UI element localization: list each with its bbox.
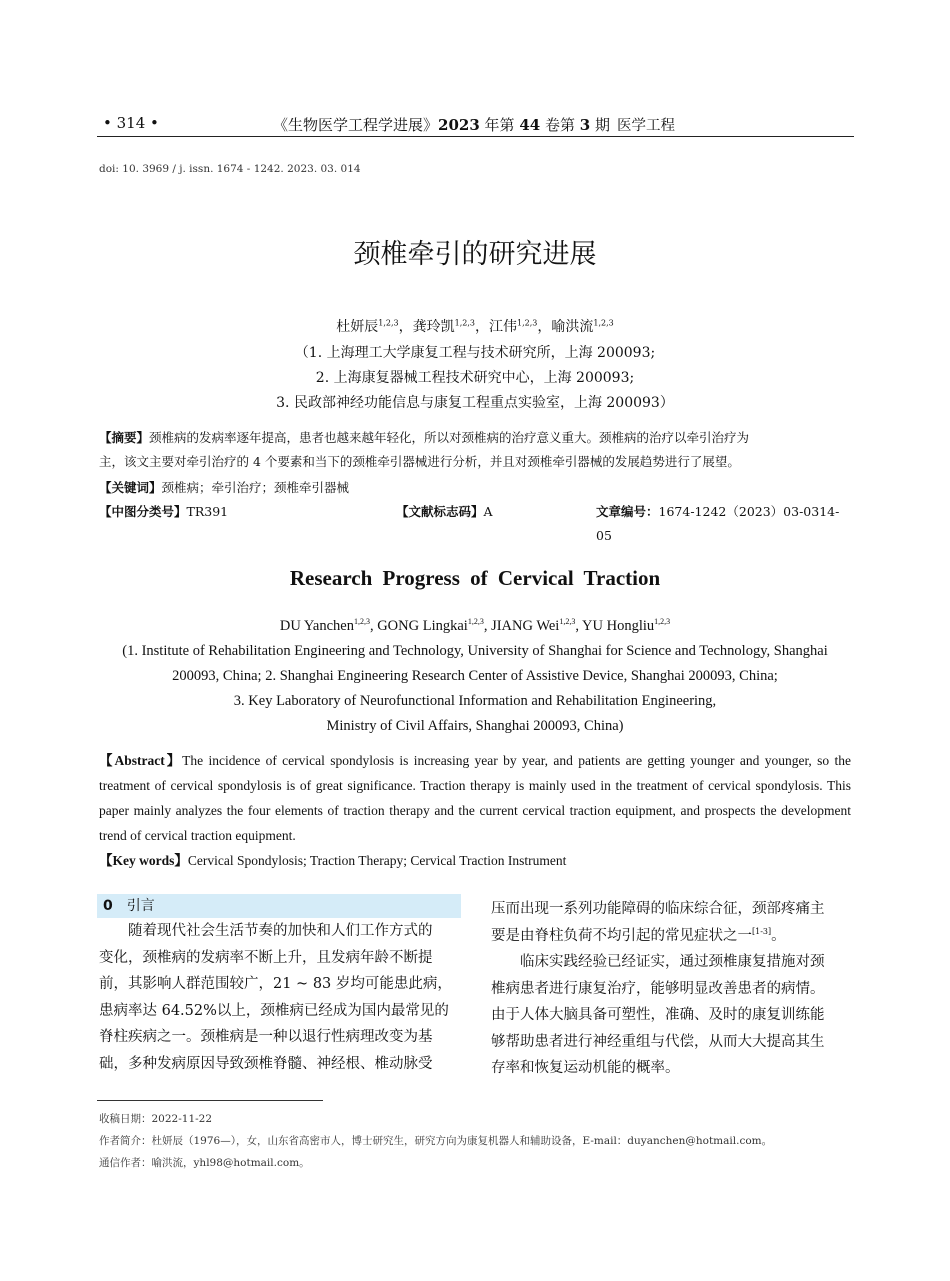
clc-code (99, 500, 228, 524)
author-affiliation-sup: 1,2,3 (378, 318, 399, 328)
author-name: 杜妍辰 (336, 319, 379, 335)
journal-year: 2023 (438, 116, 480, 134)
keywords-en-text: Cervical Spondylosis; Traction Therapy; Cervical Traction Instrument (187, 853, 567, 868)
doc-label: 【文献标志码】 (396, 504, 484, 519)
body-line: 患病率达 64.52%以上，颈椎病已经成为国内最常见的 (99, 1002, 449, 1019)
footnote-divider (97, 1100, 323, 1101)
journal-section: 医学工程 (617, 118, 675, 134)
body-line: 压而出现一系列功能障碍的临床综合征，颈部疼痛主 (491, 901, 825, 917)
author-name: 江伟 (489, 319, 517, 335)
affiliation-en-4: Ministry of Civil Affairs, Shanghai 200093, China) (326, 718, 624, 734)
affiliation-cn-3: 3. 民政部神经功能信息与康复工程重点实验室，上海 200093） (276, 395, 674, 411)
body-line: 础，多种发病原因导致颈椎脊髓、神经根、椎动脉受 (99, 1055, 433, 1072)
footnote-author-bio: 作者简介：杜妍辰（1976—），女，山东省高密市人，博士研究生，研究方向为康复机器人和辅助设备，E-mail：duyanchen@hotmail.com。 (99, 1135, 773, 1147)
body-line: 随着现代社会生活节奏的加快和人们工作方式的 (99, 923, 433, 939)
citation-ref[interactable]: [1-3] (752, 926, 772, 936)
year-suffix: 年第 (479, 116, 520, 134)
body-line: 前，其影响人群范围较广，21 ~ 83 岁均可能患此病， (99, 976, 452, 992)
author-name: YU Hongliu (582, 618, 655, 634)
document-code (396, 500, 493, 524)
body-line: 由于人体大脑具备可塑性，准确、及时的康复训练能 (491, 1007, 825, 1023)
keywords-text: 颈椎病；牵引治疗；颈椎牵引器械 (161, 480, 350, 495)
author-separator: ， (537, 319, 552, 335)
keywords-en-label: 【Key words】 (99, 853, 188, 868)
author-name: 喻洪流 (551, 319, 594, 335)
author-separator: , (575, 618, 583, 634)
running-header (97, 112, 854, 137)
section-number: 0 (103, 898, 113, 914)
body-line: 变化，颈椎病的发病率不断上升，且发病年龄不断提 (99, 949, 433, 966)
doc-value: A (483, 504, 493, 519)
author-name: JIANG Wei (491, 618, 560, 634)
footnote-received: 收稿日期：2022-11-22 (99, 1113, 213, 1125)
affiliation-en-1: (1. Institute of Rehabilitation Engineering and Technology, University of Shanghai for Science and Technology, Shanghai (122, 643, 828, 659)
volume-suffix: 卷第 (540, 116, 580, 134)
body-right-column (491, 896, 853, 1082)
body-text: 要是由脊柱负荷不均引起的常见症状之一 (491, 927, 752, 944)
author-affiliation-sup: 1,2,3 (454, 318, 475, 328)
keywords-chinese (99, 476, 851, 500)
body-text: 。 (771, 927, 786, 944)
affiliation-cn-1: （1. 上海理工大学康复工程与技术研究所，上海 200093; (294, 345, 656, 361)
article-number (596, 500, 851, 548)
abstract-line: 主，该文主要对牵引治疗的 4 个要素和当下的颈椎牵引器械进行分析，并且对颈椎牵引器械的发展趋势进行了展望。 (99, 454, 740, 469)
issue-suffix: 期 (590, 116, 610, 134)
author-affiliation-sup: 1,2,3 (559, 617, 576, 627)
article-label: 文章编号： (596, 504, 659, 519)
author-name: DU Yanchen (279, 618, 354, 634)
author-name: 龚玲凯 (412, 319, 455, 335)
author-affiliation-sup: 1,2,3 (517, 318, 538, 328)
section-title: 引言 (126, 898, 155, 914)
body-line: 脊柱疾病之一。颈椎病是一种以退行性病理改变为基 (99, 1029, 433, 1045)
section-heading-introduction (97, 894, 461, 918)
journal-citation (273, 114, 610, 135)
authors-chinese (0, 316, 950, 336)
body-left-column (99, 918, 461, 1077)
clc-label: 【中图分类号】 (99, 504, 187, 519)
authors-english (0, 618, 950, 635)
affiliation-en-3: 3. Key Laboratory of Neurofunctional Information and Rehabilitation Engineering, (233, 693, 717, 709)
body-line: 临床实践经验已经证实，通过颈椎康复措施对颈 (491, 954, 825, 970)
journal-name: 《生物医学工程学进展》 (273, 116, 439, 134)
title-english: Research Progress of Cervical Traction (289, 566, 661, 590)
author-separator: , (483, 618, 492, 634)
author-separator: ， (475, 319, 489, 335)
keywords-label: 【关键词】 (99, 480, 162, 495)
author-name: GONG Lingkai (377, 618, 468, 634)
abstract-english (99, 748, 851, 848)
abstract-en-label: 【Abstract】 (99, 753, 183, 768)
body-line-with-citation (491, 923, 853, 950)
affiliation-cn-2: 2. 上海康复器械工程技术研究中心，上海 200093; (315, 370, 635, 386)
doi[interactable]: doi: 10. 3969 / j. issn. 1674 - 1242. 2023. 03. 014 (99, 163, 361, 175)
abstract-line: 颈椎病的发病率逐年提高，患者也越来越年轻化，所以对颈椎病的治疗意义重大。颈椎病的治疗以牵引治疗为 (149, 430, 750, 445)
keywords-english (99, 848, 851, 873)
author-affiliation-sup: 1,2,3 (467, 617, 484, 627)
clc-value: TR391 (186, 504, 229, 519)
author-affiliation-sup: 1,2,3 (654, 617, 671, 627)
page-number: • 314 • (103, 114, 159, 132)
footnote-corresponding: 通信作者：喻洪流，yhl98@hotmail.com。 (99, 1157, 310, 1169)
title-chinese: 颈椎牵引的研究进展 (353, 239, 597, 270)
body-line: 存率和恢复运动机能的概率。 (491, 1060, 680, 1076)
body-line: 够帮助患者进行神经重组与代偿，从而大大提高其生 (491, 1033, 825, 1050)
article-value: 1674-1242（2023）03-0314-05 (596, 504, 840, 543)
abstract-en-text: The incidence of cervical spondylosis is increasing year by year, and patients are getting younger and younger, so the treatment of cervical spondylosis is of great significance. Traction therapy is mainly used in the treatment of cervical spondylosis. This paper mainly analyzes the four elements of traction therapy and the current cervical traction equipment, and prospects the development trend of cervical traction equipment. (99, 753, 851, 843)
author-affiliation-sup: 1,2,3 (353, 617, 370, 627)
journal-issue: 3 (579, 116, 591, 134)
abstract-chinese (99, 426, 851, 474)
body-line: 椎病患者进行康复治疗，能够明显改善患者的病情。 (491, 980, 825, 997)
author-affiliation-sup: 1,2,3 (593, 318, 614, 328)
affiliation-en-2: 200093, China; 2. Shanghai Engineering Research Center of Assistive Device, Shanghai 200093, China; (172, 668, 778, 684)
journal-volume: 44 (519, 116, 541, 134)
author-separator: , (369, 618, 378, 634)
abstract-label: 【摘要】 (99, 430, 150, 445)
author-separator: ， (398, 319, 413, 335)
